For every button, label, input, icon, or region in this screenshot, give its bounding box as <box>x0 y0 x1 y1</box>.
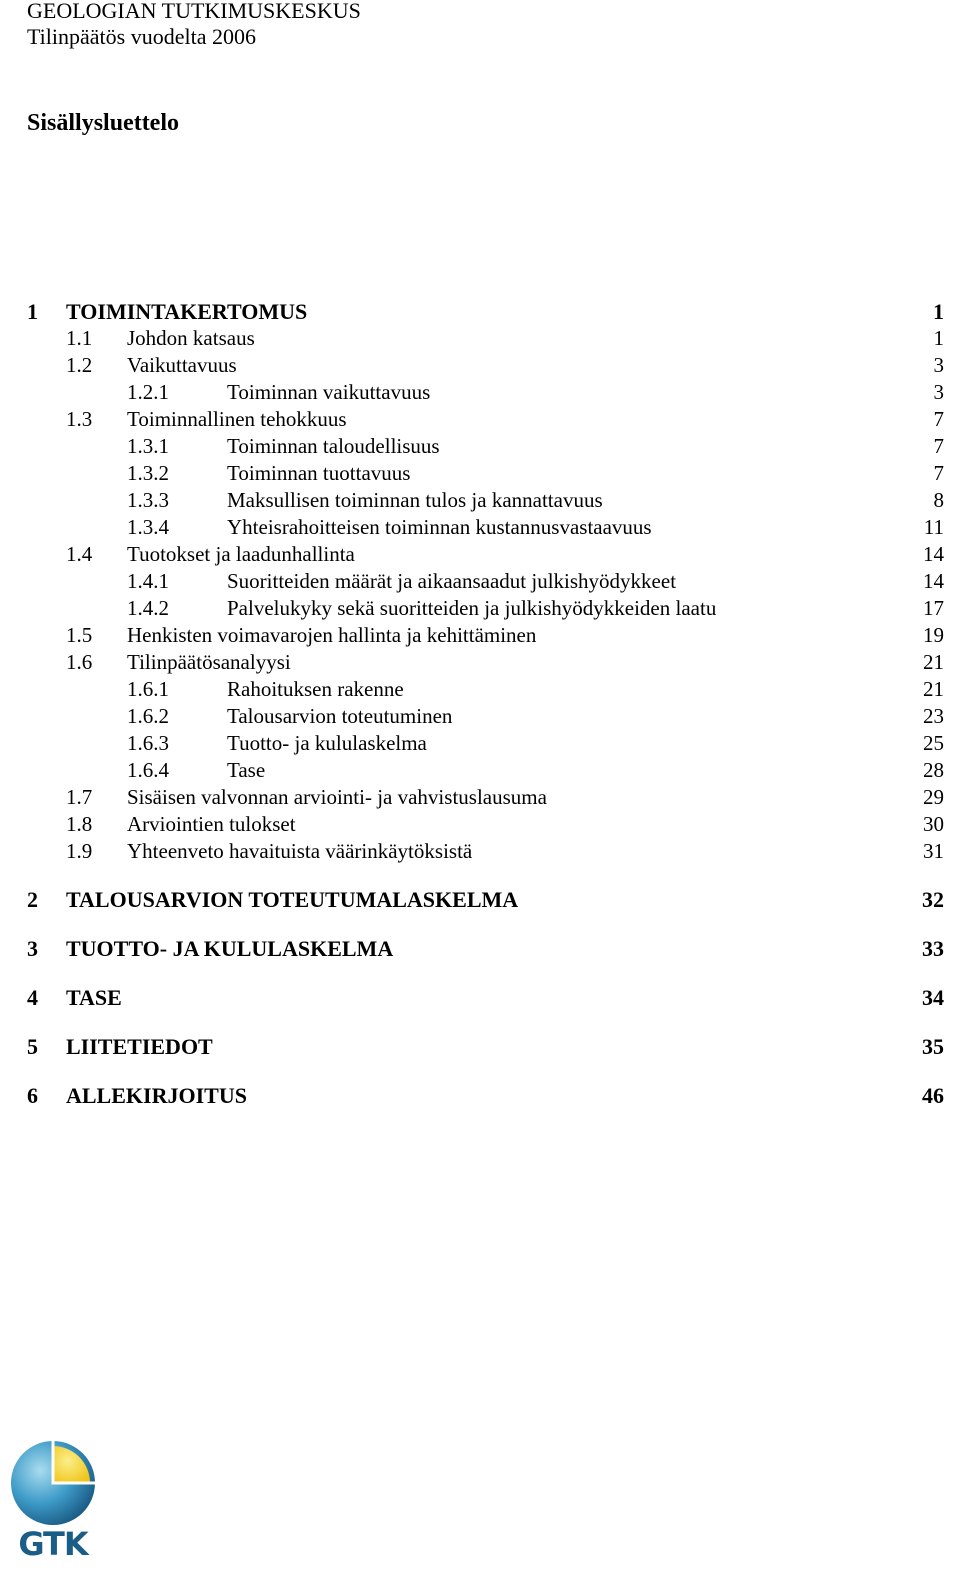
toc-entry-page: 7 <box>933 461 944 485</box>
toc-entry-page: 34 <box>922 985 944 1010</box>
toc-entry-title: Tuotto- ja kululaskelma <box>227 731 427 755</box>
toc-entry-title: TOIMINTAKERTOMUS <box>66 299 308 324</box>
toc-entry <box>0 935 960 962</box>
toc-entry-page: 14 <box>923 569 944 593</box>
toc-entry-number: 1.6 <box>66 650 93 674</box>
toc-entry-page: 32 <box>922 887 944 912</box>
toc-entry-title: Talousarvion toteutuminen <box>227 704 453 728</box>
toc-entry-title: Johdon katsaus <box>127 326 255 350</box>
toc-entry-title: Rahoituksen rakenne <box>227 677 404 701</box>
toc-entry-page: 7 <box>933 407 944 431</box>
document-subtitle: Tilinpäätös vuodelta 2006 <box>27 24 256 49</box>
toc-entry-title: Tase <box>227 758 266 782</box>
toc-entry <box>0 487 960 514</box>
toc-entry-number: 1.6.2 <box>127 704 169 728</box>
toc-entry <box>0 622 960 649</box>
toc-entry-title: Sisäisen valvonnan arviointi- ja vahvistuslausuma <box>127 785 547 809</box>
toc-entry-title: Maksullisen toiminnan tulos ja kannattavuus <box>227 488 603 512</box>
toc-entry-title: Toiminnallinen tehokkuus <box>127 407 347 431</box>
toc-entry <box>0 514 960 541</box>
toc-entry-title: TUOTTO- JA KULULASKELMA <box>66 936 394 961</box>
toc-entry-number: 1.9 <box>66 839 93 863</box>
toc-entry-page: 29 <box>923 785 944 809</box>
toc-entry <box>0 703 960 730</box>
toc-entry-number: 1.1 <box>66 326 93 350</box>
toc-entry <box>0 649 960 676</box>
toc-entry-page: 28 <box>923 758 944 782</box>
toc-entry-page: 19 <box>923 623 944 647</box>
toc-entry-title: Vaikuttavuus <box>127 353 237 377</box>
toc-entry <box>0 984 960 1011</box>
toc-entry-page: 1 <box>933 299 944 324</box>
toc-entry-title: Toiminnan vaikuttavuus <box>227 380 431 404</box>
toc-entry-number: 1.2.1 <box>127 380 169 404</box>
toc-entry-title: Palvelukyky sekä suoritteiden ja julkishyödykkeiden laatu <box>227 596 717 620</box>
toc-entry-number: 1.6.1 <box>127 677 169 701</box>
toc-entry <box>0 757 960 784</box>
toc-entry <box>0 730 960 757</box>
toc-entry-number: 1 <box>27 299 38 324</box>
toc-entry <box>0 433 960 460</box>
toc-entry-page: 1 <box>933 326 944 350</box>
toc-entry-title: ALLEKIRJOITUS <box>66 1083 247 1108</box>
page-title: Sisällysluettelo <box>27 110 180 136</box>
toc-entry-number: 1.3.4 <box>127 515 169 539</box>
organization-name: GEOLOGIAN TUTKIMUSKESKUS <box>27 0 361 23</box>
toc-entry <box>0 568 960 595</box>
toc-entry-number: 2 <box>27 887 38 912</box>
toc-entry <box>0 1033 960 1060</box>
toc-entry-number: 1.8 <box>66 812 93 836</box>
toc-entry-title: Tilinpäätösanalyysi <box>127 650 291 674</box>
logo-text: GTK <box>18 1525 88 1563</box>
toc-entry <box>0 541 960 568</box>
toc-entry-page: 3 <box>933 380 944 404</box>
toc-entry-number: 1.7 <box>66 785 93 809</box>
toc-entry-page: 8 <box>933 488 944 512</box>
toc-entry-page: 11 <box>923 515 944 539</box>
toc-entry-page: 3 <box>933 353 944 377</box>
toc-entry-number: 1.3 <box>66 407 93 431</box>
toc-entry-number: 6 <box>27 1083 38 1108</box>
toc-entry <box>0 406 960 433</box>
toc-entry-number: 1.4 <box>66 542 93 566</box>
toc-entry-number: 1.4.2 <box>127 596 169 620</box>
toc-entry-number: 1.6.3 <box>127 731 169 755</box>
globe-icon <box>8 1438 98 1528</box>
toc-entry-title: LIITETIEDOT <box>66 1034 213 1059</box>
toc-entry-number: 1.2 <box>66 353 93 377</box>
toc-entry <box>0 595 960 622</box>
toc-entry-page: 31 <box>923 839 944 863</box>
toc-entry <box>0 886 960 913</box>
toc-entry-number: 3 <box>27 936 38 961</box>
toc-entry <box>0 460 960 487</box>
toc-entry-page: 46 <box>922 1083 944 1108</box>
toc-entry-title: Arviointien tulokset <box>127 812 296 836</box>
toc-entry <box>0 838 960 865</box>
toc-entry-page: 21 <box>923 650 944 674</box>
gtk-logo <box>8 1438 98 1568</box>
toc-entry-page: 35 <box>922 1034 944 1059</box>
toc-entry-number: 1.6.4 <box>127 758 169 782</box>
toc-entry <box>0 676 960 703</box>
toc-entry <box>0 784 960 811</box>
toc-entry-number: 1.3.1 <box>127 434 169 458</box>
toc-entry-number: 1.5 <box>66 623 93 647</box>
toc-entry-page: 30 <box>923 812 944 836</box>
toc-entry-page: 17 <box>923 596 944 620</box>
toc-entry <box>0 379 960 406</box>
toc-entry-title: Suoritteiden määrät ja aikaansaadut julkishyödykkeet <box>227 569 677 593</box>
toc-entry <box>0 298 960 325</box>
toc-entry-number: 1.4.1 <box>127 569 169 593</box>
toc-entry-title: Toiminnan taloudellisuus <box>227 434 440 458</box>
toc-entry-page: 7 <box>933 434 944 458</box>
toc-entry-number: 1.3.3 <box>127 488 169 512</box>
toc-entry <box>0 352 960 379</box>
toc-entry-page: 23 <box>923 704 944 728</box>
toc-entry-title: Yhteisrahoitteisen toiminnan kustannusvastaavuus <box>227 515 652 539</box>
toc-entry-number: 5 <box>27 1034 38 1059</box>
toc-entry-title: Tuotokset ja laadunhallinta <box>127 542 355 566</box>
toc-entry-page: 21 <box>923 677 944 701</box>
toc-entry-title: TASE <box>66 985 122 1010</box>
toc-entry-number: 4 <box>27 985 38 1010</box>
toc-entry <box>0 811 960 838</box>
toc-entry-page: 25 <box>923 731 944 755</box>
toc-entry-title: Yhteenveto havaituista väärinkäytöksistä <box>127 839 473 863</box>
toc-entry-page: 33 <box>922 936 944 961</box>
toc-entry <box>0 325 960 352</box>
toc-entry-title: Henkisten voimavarojen hallinta ja kehittäminen <box>127 623 537 647</box>
toc-entry-number: 1.3.2 <box>127 461 169 485</box>
toc-entry-title: TALOUSARVION TOTEUTUMALASKELMA <box>66 887 519 912</box>
toc-entry <box>0 1082 960 1109</box>
toc-entry-page: 14 <box>923 542 944 566</box>
toc-entry-title: Toiminnan tuottavuus <box>227 461 411 485</box>
